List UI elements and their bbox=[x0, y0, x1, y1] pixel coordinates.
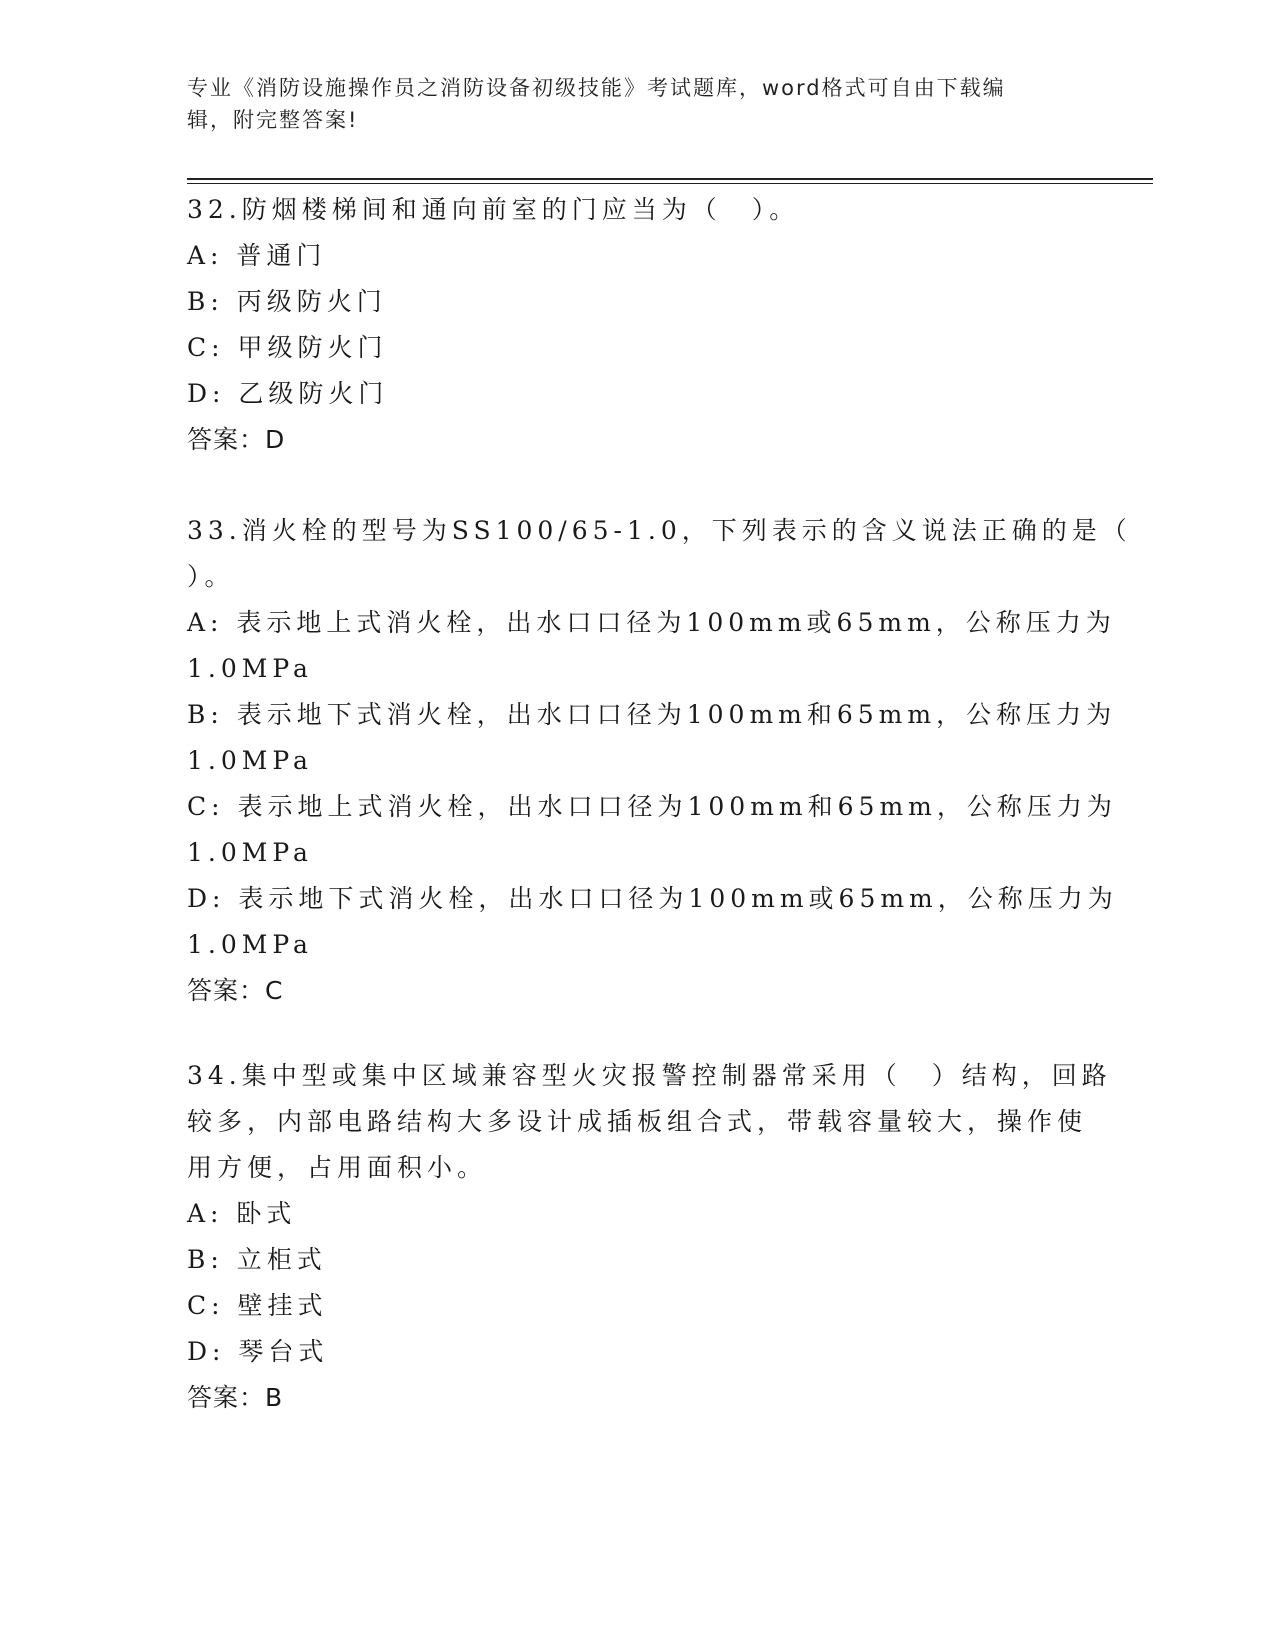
option-a-continued: 1.0MPa bbox=[187, 654, 313, 683]
option-a: A: 卧式 bbox=[187, 1199, 297, 1228]
option-b-continued: 1.0MPa bbox=[187, 746, 313, 775]
option-d-continued: 1.0MPa bbox=[187, 930, 313, 959]
question-stem: 33.消火栓的型号为SS100/65-1.0，下列表示的含义说法正确的是（ bbox=[187, 516, 1132, 545]
question-stem: 34.集中型或集中区域兼容型火灾报警控制器常采用（ ）结构，回路 bbox=[187, 1061, 1112, 1090]
option-a: A: 表示地上式消火栓，出水口口径为100mm或65mm，公称压力为 bbox=[187, 608, 1116, 637]
answer-label: 答案：B bbox=[187, 1383, 284, 1412]
option-b: B: 立柜式 bbox=[187, 1245, 327, 1274]
option-b: B: 表示地下式消火栓，出水口口径为100mm和65mm，公称压力为 bbox=[187, 700, 1117, 729]
question-stem-continued: 较多，内部电路结构大多设计成插板组合式，带载容量较大，操作使 bbox=[187, 1107, 1088, 1136]
answer-label: 答案：C bbox=[187, 976, 284, 1005]
option-c: C: 壁挂式 bbox=[187, 1291, 328, 1320]
option-b: B: 丙级防火门 bbox=[187, 287, 387, 316]
header-line: 专业《消防设施操作员之消防设备初级技能》考试题库，word格式可自由下载编 bbox=[187, 76, 1006, 100]
question-32 bbox=[187, 187, 1087, 463]
question-stem-continued: 用方便，占用面积小。 bbox=[187, 1153, 488, 1182]
question-stem-continued: ）。 bbox=[187, 562, 235, 591]
answer-label: 答案：D bbox=[187, 425, 286, 454]
option-d: D: 琴台式 bbox=[187, 1337, 329, 1366]
header-divider bbox=[187, 178, 1153, 180]
question-stem: 32.防烟楼梯间和通向前室的门应当为（ ）。 bbox=[187, 195, 800, 224]
option-d: D: 表示地下式消火栓，出水口口径为100mm或65mm，公称压力为 bbox=[187, 884, 1118, 913]
option-d: D: 乙级防火门 bbox=[187, 379, 389, 408]
question-33 bbox=[187, 508, 1132, 1014]
option-c: C: 甲级防火门 bbox=[187, 333, 388, 362]
header-divider-thin bbox=[187, 183, 1153, 184]
option-c: C: 表示地上式消火栓，出水口口径为100mm和65mm，公称压力为 bbox=[187, 792, 1117, 821]
document-header bbox=[187, 72, 1067, 136]
option-c-continued: 1.0MPa bbox=[187, 838, 313, 867]
question-34 bbox=[187, 1053, 1112, 1421]
header-line: 辑，附完整答案! bbox=[187, 108, 359, 132]
option-a: A: 普通门 bbox=[187, 241, 327, 270]
